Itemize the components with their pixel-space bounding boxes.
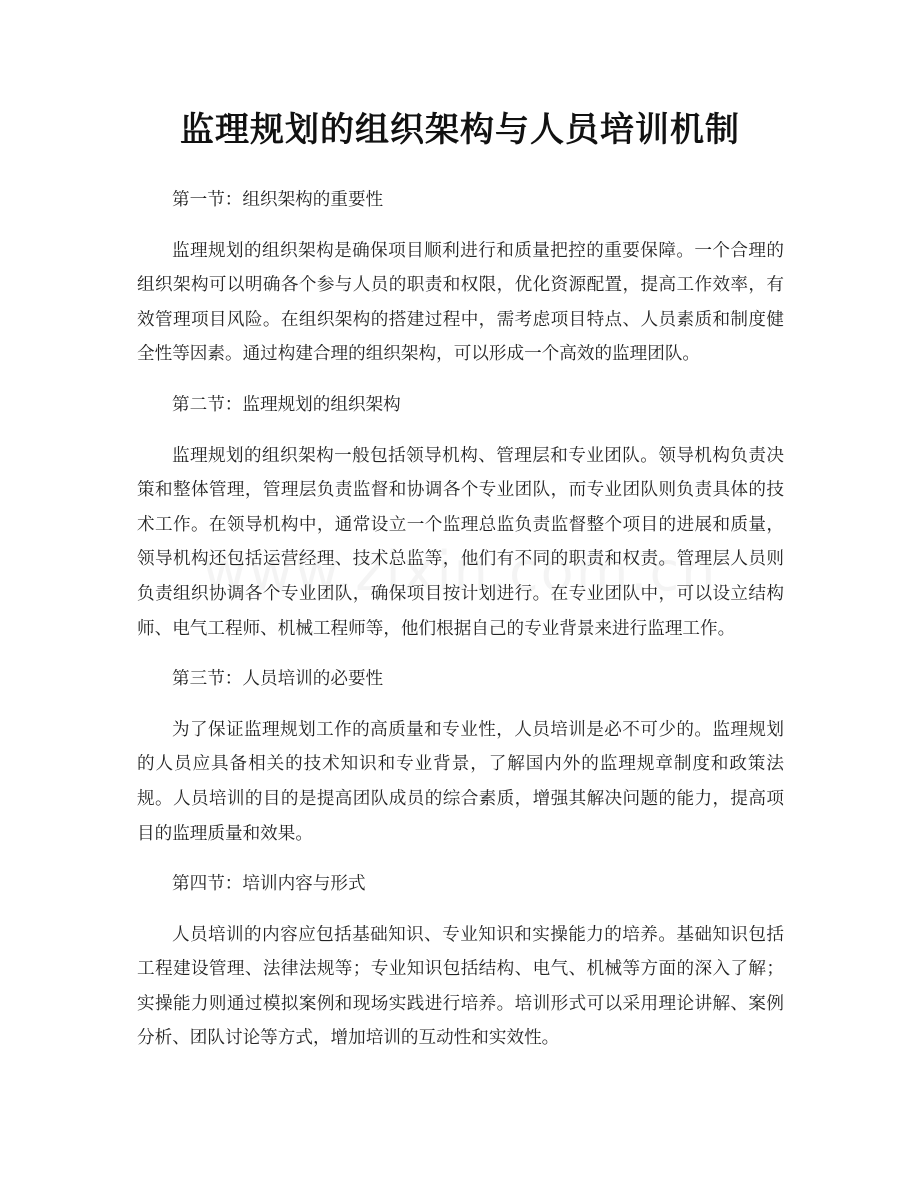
section-heading-4: 第四节：培训内容与形式 bbox=[172, 874, 366, 895]
section-paragraph-1: 监理规划的组织架构是确保项目顺利进行和质量把控的重要保障。一个合理的组织架构可以明确各个参与人员的职责和权限，优化资源配置，提高工作效率，有效管理项目风险。在组织架构的搭建过程中，需考虑项目特点、人员素质和制度健全性等因素。通过构建合理的组织架构，可以形成一个高效的监理团队。 bbox=[137, 240, 784, 365]
section-paragraph-4: 人员培训的内容应包括基础知识、专业知识和实操能力的培养。基础知识包括工程建设管理、法律法规等；专业知识包括结构、电气、机械等方面的深入了解；实操能力则通过模拟案例和现场实践进行培养。培训形式可以采用理论讲解、案例分析、团队讨论等方式，增加培训的互动性和实效性。 bbox=[137, 924, 784, 1049]
section-heading-1: 第一节：组织架构的重要性 bbox=[172, 190, 384, 210]
section-heading-3: 第三节：人员培训的必要性 bbox=[172, 669, 384, 690]
document-body bbox=[137, 183, 784, 1072]
section-heading-2: 第二节：监理规划的组织架构 bbox=[172, 394, 401, 415]
document-title: 监理规划的组织架构与人员培训机制 bbox=[180, 110, 740, 150]
section-paragraph-3: 为了保证监理规划工作的高质量和专业性，人员培训是必不可少的。监理规划的人员应具备相关的技术知识和专业背景，了解国内外的监理规章制度和政策法规。人员培训的目的是提高团队成员的综合素质，增强其解决问题的能力，提高项目的监理质量和效果。 bbox=[137, 719, 784, 844]
section-paragraph-2: 监理规划的组织架构一般包括领导机构、管理层和专业团队。领导机构负责决策和整体管理，管理层负责监督和协调各个专业团队，而专业团队则负责具体的技术工作。在领导机构中，通常设立一个监理总监负责监督整个项目的进展和质量，领导机构还包括运营经理、技术总监等，他们有不同的职责和权责。管理层人员则负责组织协调各个专业团队，确保项目按计划进行。在专业团队中，可以设立结构师、电气工程师、机械工程师等，他们根据自己的专业背景来进行监理工作。 bbox=[137, 445, 784, 639]
